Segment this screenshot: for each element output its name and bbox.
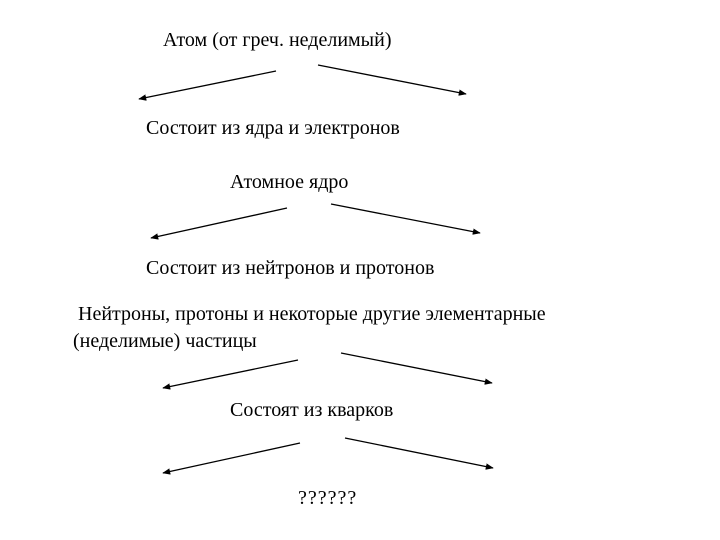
arrow-atom-right — [318, 65, 466, 94]
nucleus-composition: Состоит из нейтронов и протонов — [146, 257, 435, 279]
atom-composition: Состоит из ядра и электронов — [146, 117, 400, 139]
arrow-quarks-left — [163, 443, 300, 473]
particles-line-2: (неделимые) частицы — [73, 330, 257, 352]
arrow-nucleus-left — [151, 208, 287, 238]
arrow-quarks-right — [345, 438, 493, 468]
quarks-composition: Состоят из кварков — [230, 399, 394, 421]
atom-title: Атом (от греч. неделимый) — [163, 29, 392, 51]
nucleus-title: Атомное ядро — [230, 171, 349, 193]
arrow-particles-left — [163, 360, 298, 388]
arrow-atom-left — [139, 71, 276, 99]
unknown-marks: ?????? — [298, 487, 358, 509]
particles-line-1: Нейтроны, протоны и некоторые другие элементарные — [78, 303, 546, 325]
arrow-particles-right — [341, 353, 492, 383]
arrow-nucleus-right — [331, 204, 480, 233]
